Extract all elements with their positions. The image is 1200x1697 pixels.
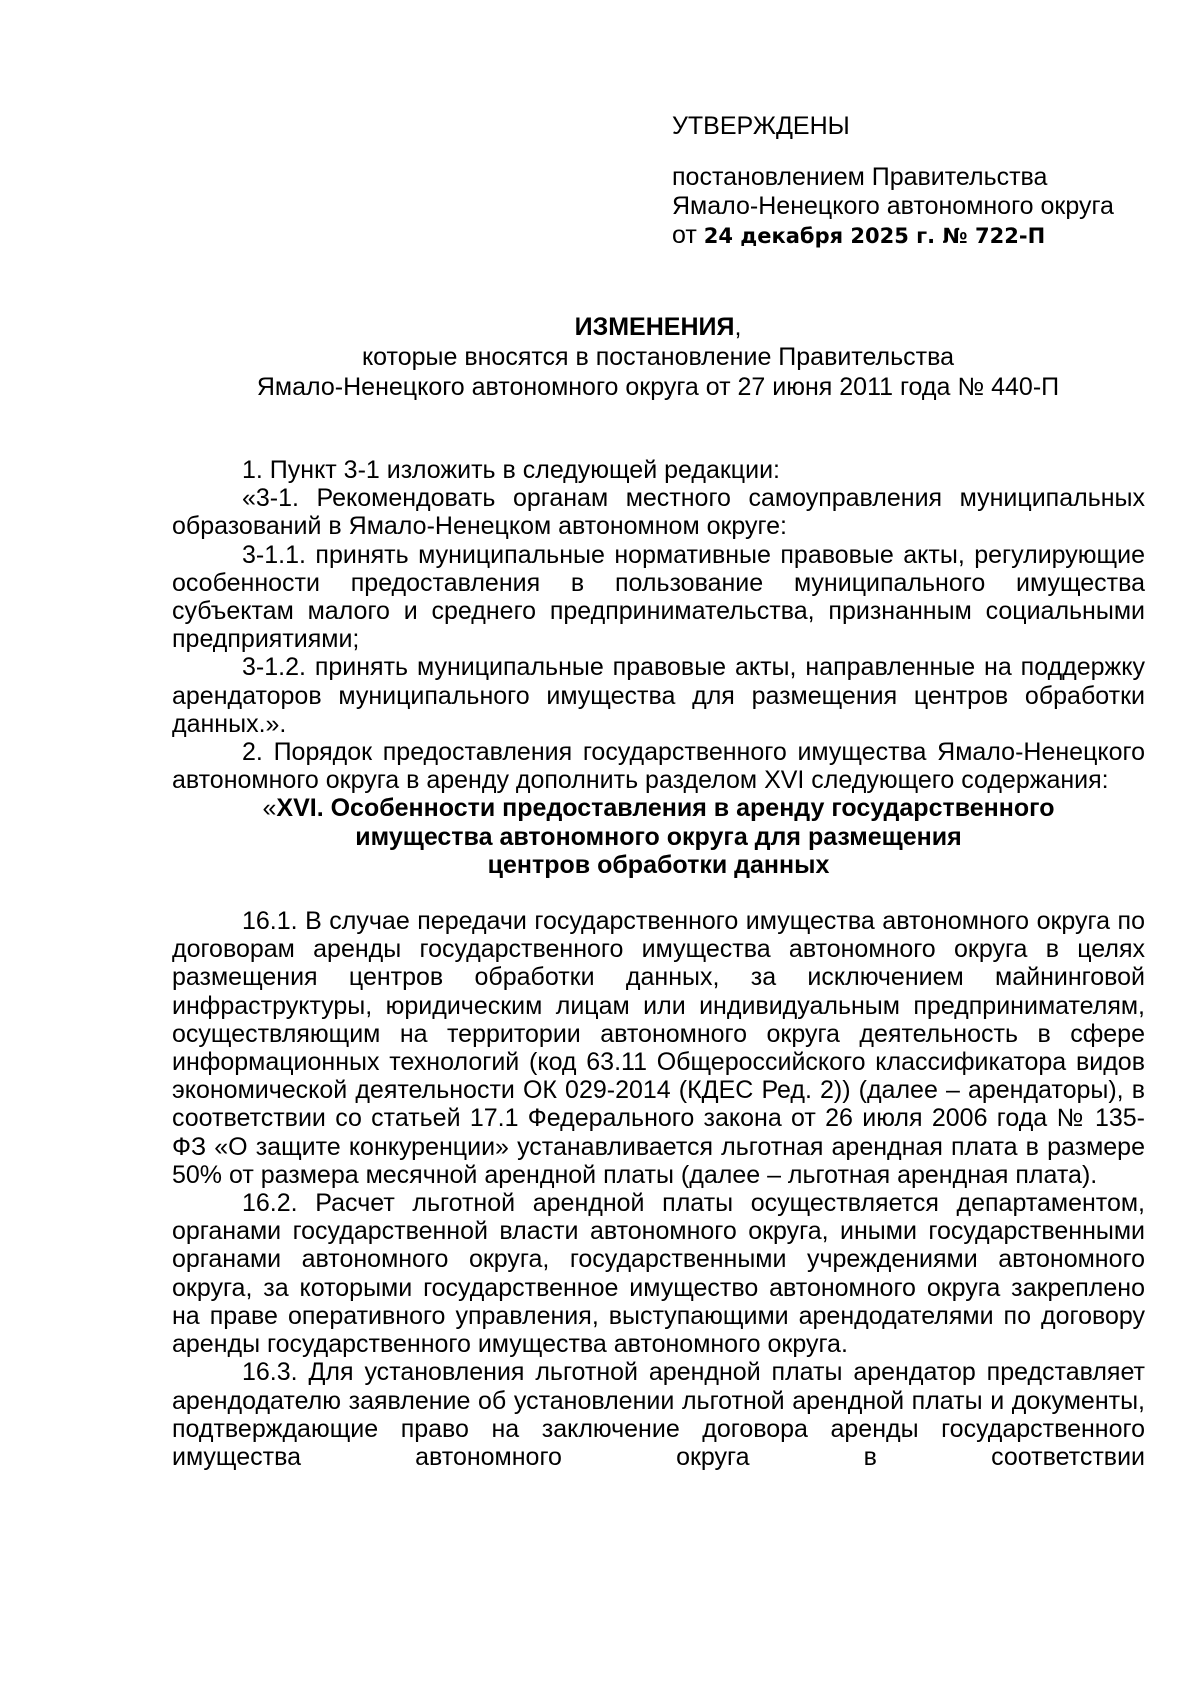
approval-block — [672, 112, 1172, 251]
section-heading — [172, 794, 1145, 879]
document-title — [172, 312, 1144, 342]
paragraph-16-3: 16.3. Для установления льготной арендной платы арендатор представляет арендодателю заявление об установлении льготной арендной платы и документы, подтверждающие право на заключение договора аренды государственного имущества автономного округа в соответствии — [172, 1358, 1145, 1471]
section-heading-quote: « — [262, 794, 277, 823]
approval-date-prefix: от — [672, 221, 704, 249]
approval-stamp-heading: УТВЕРЖДЕНЫ — [672, 112, 850, 140]
paragraph-2: «3-1. Рекомендовать органам местного самоуправления муниципальных образований в Ямало-Ненецком автономном округе: — [172, 484, 1145, 541]
section-heading-line-1-text: XVI. Особенности предоставления в аренду государственного — [276, 794, 1055, 823]
document-title-block — [172, 312, 1144, 402]
document-subtitle-line-1: которые вносятся в постановление Правительства — [361, 343, 955, 371]
approval-date-value: 24 декабря 2025 г. № 722-П — [703, 224, 1046, 248]
paragraph-1: 1. Пункт 3-1 изложить в следующей редакции: — [242, 456, 781, 484]
document-subtitle-line-2: Ямало-Ненецкого автономного округа от 27 июня 2011 года № 440-П — [256, 373, 1060, 401]
document-title-main: ИЗМЕНЕНИЯ — [574, 313, 735, 341]
paragraph-3: 3-1.1. принять муниципальные нормативные правовые акты, регулирующие особенности предоставления в пользование муниципального имущества субъектам малого и среднего предпринимательства, признанным социальными предприятиями; — [172, 540, 1145, 654]
paragraph-4: 3-1.2. принять муниципальные правовые акты, направленные на поддержку арендаторов муниципального имущества для размещения центров обработки данных.». — [172, 653, 1145, 738]
section-heading-line-1 — [172, 794, 1145, 822]
paragraph-16-1: 16.1. В случае передачи государственного имущества автономного округа по договорам аренды государственного имущества автономного округа в целях размещения центров обработки данных, за исключением майнинговой инфраструктуры, юридическим лицам или индивидуальным предпринимателям, осуществляющим на территории автономного округа деятельность в сфере информационных технологий (код 63.11 Общероссийского классификатора видов экономической деятельности ОК 029-2014 (КДЕС Ред. 2)) (далее – арендаторы), в соответствии со статьей 17.1 Федерального закона от 26 июля 2006 года № 135-ФЗ «О защите конкуренции» устанавливается льготная арендная плата в размере 50% от размера месячной арендной платы (далее – льготная арендная плата). — [172, 907, 1145, 1189]
paragraph-5: 2. Порядок предоставления государственного имущества Ямало-Ненецкого автономного округа в аренду дополнить разделом XVI следующего содержания: — [172, 738, 1145, 795]
section-heading-line-2: имущества автономного округа для размещения — [355, 822, 962, 851]
approval-line-1: постановлением Правительства — [672, 163, 1048, 191]
document-body — [172, 456, 1145, 1471]
section-heading-line-3: центров обработки данных — [487, 850, 830, 879]
document-title-suffix: , — [734, 313, 742, 341]
paragraph-16-2: 16.2. Расчет льготной арендной платы осуществляется департаментом, органами государственной власти автономного округа, иными государственными органами автономного округа, государственными учреждениями автономного округа, за которыми государственное имущество автономного округа закреплено на праве оперативного управления, выступающими арендодателями по договору аренды государственного имущества автономного округа. — [172, 1189, 1145, 1359]
approval-line-2: Ямало-Ненецкого автономного округа — [672, 192, 1114, 220]
approval-date-line — [672, 221, 1172, 251]
